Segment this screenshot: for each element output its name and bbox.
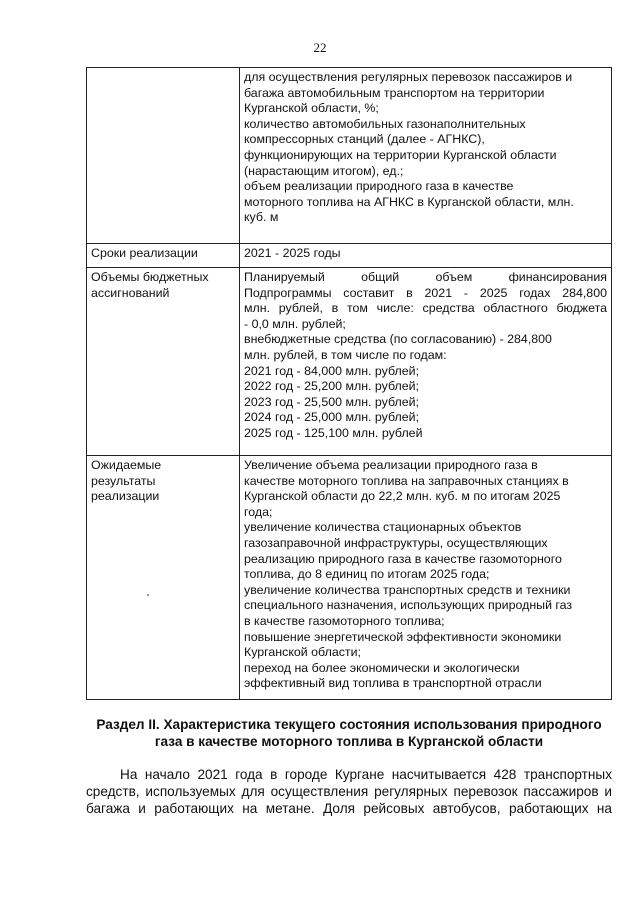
passport-table [86, 67, 612, 700]
text-line: газозаправочной инфраструктуры, осуществляющих [244, 535, 548, 550]
text-line: функционирующих на территории Курганской области [244, 147, 557, 162]
indicators-cell [240, 68, 612, 244]
text-line: багажа автомобильным транспортом на территории [244, 85, 545, 100]
text-line: моторного топлива на АГНКС в Курганской области, млн. [244, 194, 574, 209]
text-line: в качестве газомоторного топлива; [244, 613, 445, 628]
text-line: млн. рублей, в том числе: средства областного бюджета [244, 301, 607, 316]
text-line: млн. рублей, в том числе по годам: [244, 347, 447, 362]
paragraph-line: На начало 2021 года в городе Кургане насчитывается 428 транспортных [120, 767, 612, 782]
label-cell [87, 268, 240, 456]
text-line: повышение энергетической эффективности экономики [244, 629, 562, 644]
text-line: Курганской области; [244, 645, 361, 660]
paragraph-line: багажа и работающих на метане. Доля рейсовых автобусов, работающих на [86, 801, 612, 816]
text-line: переход на более экономически и экологически [244, 660, 520, 675]
results-cell [240, 456, 612, 700]
table-row [87, 244, 612, 268]
label-line: ассигнований [91, 285, 170, 300]
text-line: Планируемый общий объем финансирования [244, 270, 607, 284]
value-cell: 2021 - 2025 годы [240, 244, 612, 268]
paragraph-line: средств, используемых для осуществления регулярных перевозок пассажиров и [86, 784, 612, 799]
text-line: куб. м [244, 210, 279, 225]
label-line: Объемы бюджетных [91, 270, 209, 284]
text-line: для осуществления регулярных перевозок пассажиров и [244, 70, 573, 84]
text-line: реализацию природного газа в качестве газомоторного [244, 551, 562, 566]
label-line: результаты [91, 473, 156, 488]
text-line: объем реализации природного газа в качестве [244, 179, 514, 194]
text-line: специального назначения, использующих природный газ [244, 598, 573, 613]
scan-speck [147, 594, 149, 596]
text-line: компрессорных станций (далее - АГНКС), [244, 132, 485, 147]
year-line: 2024 год - 25,000 млн. рублей; [244, 410, 420, 425]
text-line: топлива, до 8 единиц по итогам 2025 года; [244, 567, 490, 582]
text-line: качестве моторного топлива на заправочных станциях в [244, 473, 569, 488]
heading-line: газа в качестве моторного топлива в Курганской области [154, 734, 544, 749]
text-line: Подпрограммы составит в 2021 - 2025 годах 284,800 [244, 285, 607, 300]
text-line: количество автомобильных газонаполнительных [244, 116, 526, 131]
section-heading [86, 716, 612, 750]
body-paragraph [86, 766, 612, 817]
page-number: 22 [313, 40, 327, 55]
table-row [87, 456, 612, 700]
table-row [87, 68, 612, 244]
funding-cell [240, 268, 612, 456]
text-line: года; [244, 504, 273, 519]
year-line: 2023 год - 25,500 млн. рублей; [244, 394, 420, 409]
year-line: 2022 год - 25,200 млн. рублей; [244, 379, 420, 394]
heading-line: Раздел II. Характеристика текущего состояния использования природного [96, 717, 602, 732]
text-line: Курганской области до 22,2 млн. куб. м по итогам 2025 [244, 489, 561, 504]
label-line: Ожидаемые [91, 458, 162, 472]
text-line: увеличение количества транспортных средств и техники [244, 582, 571, 597]
text-line: (нарастающим итогом), ед.; [244, 163, 404, 178]
text-line: эффективный вид топлива в транспортной отрасли [244, 676, 542, 691]
label-line: реализации [91, 489, 160, 504]
table-row [87, 268, 612, 456]
text-line: - 0,0 млн. рублей; [244, 316, 346, 331]
year-line: 2021 год - 84,000 млн. рублей; [244, 363, 420, 378]
year-line: 2025 год - 125,100 млн. рублей [244, 425, 423, 440]
label-cell [87, 68, 240, 244]
text-line: Курганской области, %; [244, 101, 379, 116]
text-line: Увеличение объема реализации природного газа в [244, 458, 538, 472]
text-line: увеличение количества стационарных объектов [244, 520, 522, 535]
text-line: внебюджетные средства (по согласованию) - 284,800 [244, 332, 552, 347]
label-cell: Сроки реализации [87, 244, 240, 268]
label-cell [87, 456, 240, 700]
